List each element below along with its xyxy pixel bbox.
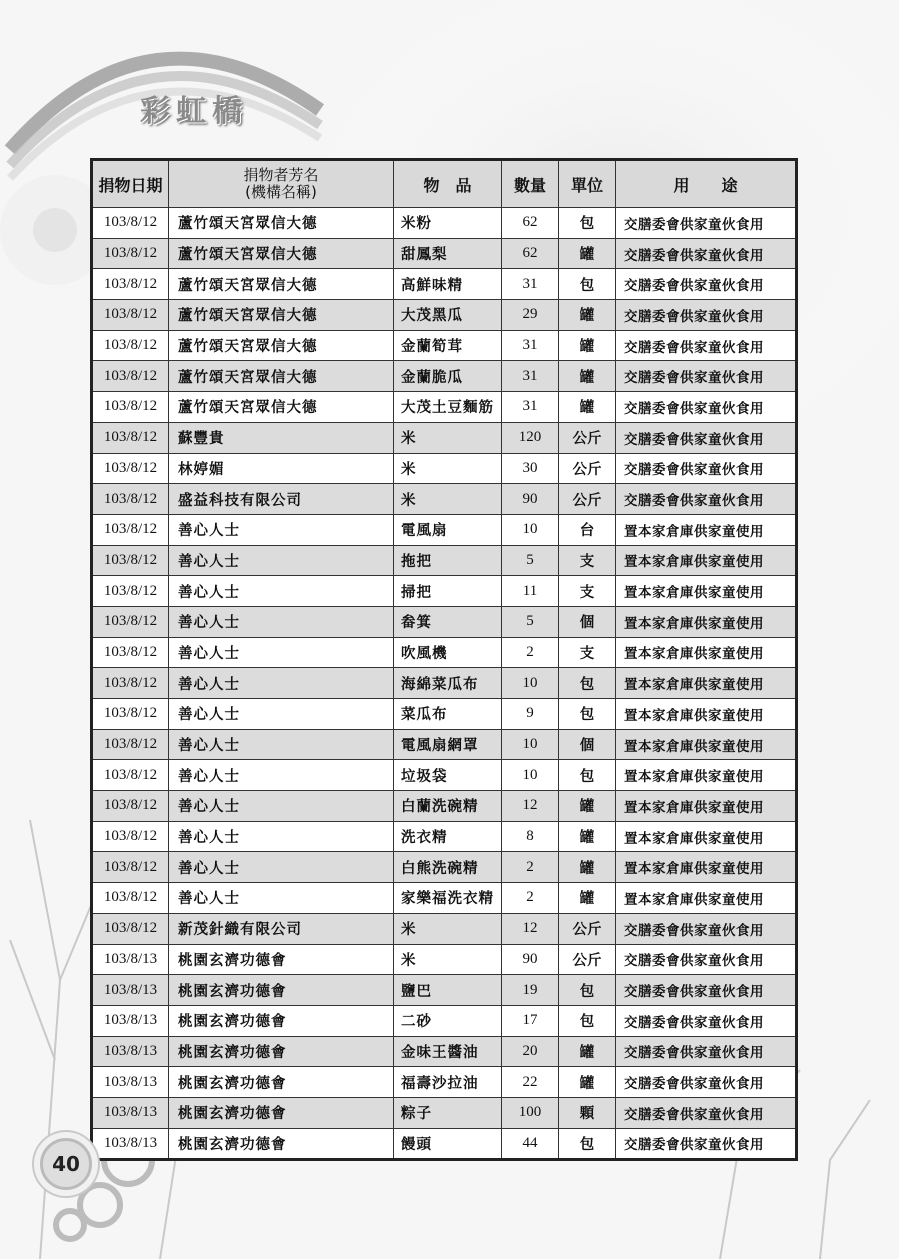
cell-item: 畚箕 <box>394 606 502 637</box>
cell-date: 103/8/13 <box>92 1128 169 1160</box>
cell-donor: 蘆竹頌天宮眾信大德 <box>169 392 394 423</box>
table-row <box>92 975 797 1006</box>
cell-item: 拖把 <box>394 545 502 576</box>
table-row <box>92 883 797 914</box>
cell-item: 吹風機 <box>394 637 502 668</box>
cell-use: 置本家倉庫供家童使用 <box>616 883 797 914</box>
cell-qty: 11 <box>502 576 559 607</box>
cell-qty: 12 <box>502 913 559 944</box>
cell-date: 103/8/13 <box>92 1005 169 1036</box>
cell-qty: 2 <box>502 883 559 914</box>
cell-qty: 100 <box>502 1097 559 1128</box>
table-row <box>92 238 797 269</box>
cell-qty: 9 <box>502 699 559 730</box>
cell-unit: 罐 <box>559 791 616 822</box>
cell-qty: 8 <box>502 821 559 852</box>
cell-qty: 120 <box>502 422 559 453</box>
cell-unit: 包 <box>559 699 616 730</box>
cell-date: 103/8/13 <box>92 1067 169 1098</box>
table-row <box>92 422 797 453</box>
cell-unit: 包 <box>559 760 616 791</box>
cell-date: 103/8/12 <box>92 484 169 515</box>
table-row <box>92 791 797 822</box>
cell-qty: 10 <box>502 760 559 791</box>
cell-donor: 善心人士 <box>169 637 394 668</box>
cell-use: 置本家倉庫供家童使用 <box>616 699 797 730</box>
table-row <box>92 1036 797 1067</box>
cell-item: 垃圾袋 <box>394 760 502 791</box>
cell-item: 大茂土豆麵筋 <box>394 392 502 423</box>
cell-qty: 5 <box>502 606 559 637</box>
header-qty: 數量 <box>502 160 559 208</box>
cell-donor: 蘆竹頌天宮眾信大德 <box>169 330 394 361</box>
table-row <box>92 668 797 699</box>
cell-use: 置本家倉庫供家童使用 <box>616 514 797 545</box>
cell-donor: 林婷媚 <box>169 453 394 484</box>
cell-qty: 31 <box>502 330 559 361</box>
cell-item: 金味王醬油 <box>394 1036 502 1067</box>
cell-date: 103/8/12 <box>92 361 169 392</box>
cell-donor: 桃園玄濟功德會 <box>169 1097 394 1128</box>
cell-donor: 蘆竹頌天宮眾信大德 <box>169 300 394 331</box>
table-row <box>92 361 797 392</box>
cell-use: 交膳委會供家童伙食用 <box>616 1097 797 1128</box>
cell-date: 103/8/12 <box>92 668 169 699</box>
cell-use: 交膳委會供家童伙食用 <box>616 361 797 392</box>
cell-use: 交膳委會供家童伙食用 <box>616 453 797 484</box>
cell-item: 洗衣精 <box>394 821 502 852</box>
cell-qty: 17 <box>502 1005 559 1036</box>
page-number: 40 <box>40 1138 92 1190</box>
cell-use: 置本家倉庫供家童使用 <box>616 791 797 822</box>
table-row <box>92 576 797 607</box>
cell-donor: 桃園玄濟功德會 <box>169 975 394 1006</box>
cell-use: 交膳委會供家童伙食用 <box>616 300 797 331</box>
cell-unit: 公斤 <box>559 913 616 944</box>
cell-donor: 新茂針織有限公司 <box>169 913 394 944</box>
cell-item: 電風扇網罩 <box>394 729 502 760</box>
cell-donor: 善心人士 <box>169 883 394 914</box>
header-donor-line2: (機構名稱) <box>245 183 317 201</box>
cell-use: 交膳委會供家童伙食用 <box>616 1036 797 1067</box>
cell-unit: 包 <box>559 208 616 239</box>
cell-item: 高鮮味精 <box>394 269 502 300</box>
header-unit: 單位 <box>559 160 616 208</box>
cell-qty: 2 <box>502 637 559 668</box>
cell-date: 103/8/12 <box>92 238 169 269</box>
cell-use: 交膳委會供家童伙食用 <box>616 1067 797 1098</box>
cell-qty: 29 <box>502 300 559 331</box>
table-row <box>92 1097 797 1128</box>
cell-item: 金蘭筍茸 <box>394 330 502 361</box>
cell-donor: 善心人士 <box>169 514 394 545</box>
cell-item: 米 <box>394 484 502 515</box>
cell-qty: 90 <box>502 944 559 975</box>
cell-date: 103/8/12 <box>92 852 169 883</box>
cell-unit: 包 <box>559 1005 616 1036</box>
cell-unit: 罐 <box>559 883 616 914</box>
cell-use: 置本家倉庫供家童使用 <box>616 606 797 637</box>
cell-qty: 10 <box>502 729 559 760</box>
cell-item: 鹽巴 <box>394 975 502 1006</box>
cell-unit: 罐 <box>559 330 616 361</box>
table-row <box>92 637 797 668</box>
table-body <box>92 208 797 1160</box>
cell-date: 103/8/12 <box>92 453 169 484</box>
cell-donor: 善心人士 <box>169 545 394 576</box>
cell-unit: 罐 <box>559 821 616 852</box>
cell-use: 交膳委會供家童伙食用 <box>616 392 797 423</box>
cell-unit: 罐 <box>559 361 616 392</box>
cell-unit: 包 <box>559 1128 616 1160</box>
cell-unit: 個 <box>559 606 616 637</box>
cell-qty: 31 <box>502 361 559 392</box>
cell-date: 103/8/12 <box>92 300 169 331</box>
cell-use: 置本家倉庫供家童使用 <box>616 852 797 883</box>
cell-donor: 蘆竹頌天宮眾信大德 <box>169 361 394 392</box>
table-row <box>92 760 797 791</box>
cell-donor: 善心人士 <box>169 791 394 822</box>
table-row <box>92 944 797 975</box>
cell-donor: 桃園玄濟功德會 <box>169 944 394 975</box>
cell-donor: 善心人士 <box>169 760 394 791</box>
header-use: 用 途 <box>616 160 797 208</box>
cell-unit: 罐 <box>559 852 616 883</box>
cell-qty: 5 <box>502 545 559 576</box>
cell-date: 103/8/12 <box>92 913 169 944</box>
cell-item: 米 <box>394 422 502 453</box>
cell-unit: 罐 <box>559 238 616 269</box>
cell-use: 交膳委會供家童伙食用 <box>616 944 797 975</box>
cell-use: 交膳委會供家童伙食用 <box>616 208 797 239</box>
cell-date: 103/8/12 <box>92 606 169 637</box>
table-row <box>92 514 797 545</box>
cell-date: 103/8/13 <box>92 1036 169 1067</box>
cell-qty: 31 <box>502 269 559 300</box>
cell-donor: 善心人士 <box>169 668 394 699</box>
cell-use: 交膳委會供家童伙食用 <box>616 330 797 361</box>
cell-use: 交膳委會供家童伙食用 <box>616 913 797 944</box>
header-donor-line1: 捐物者芳名 <box>243 166 319 184</box>
cell-qty: 44 <box>502 1128 559 1160</box>
cell-qty: 10 <box>502 514 559 545</box>
cell-date: 103/8/12 <box>92 791 169 822</box>
table-row <box>92 545 797 576</box>
table-row <box>92 208 797 239</box>
cell-use: 交膳委會供家童伙食用 <box>616 975 797 1006</box>
cell-item: 菜瓜布 <box>394 699 502 730</box>
cell-qty: 22 <box>502 1067 559 1098</box>
cell-donor: 蘇豐貴 <box>169 422 394 453</box>
cell-donor: 善心人士 <box>169 729 394 760</box>
cell-date: 103/8/12 <box>92 821 169 852</box>
cell-donor: 桃園玄濟功德會 <box>169 1005 394 1036</box>
section-title: 彩虹橋 <box>140 94 248 129</box>
cell-use: 交膳委會供家童伙食用 <box>616 1005 797 1036</box>
cell-unit: 個 <box>559 729 616 760</box>
cell-item: 福壽沙拉油 <box>394 1067 502 1098</box>
cell-qty: 10 <box>502 668 559 699</box>
table-row <box>92 300 797 331</box>
cell-unit: 支 <box>559 545 616 576</box>
cell-use: 置本家倉庫供家童使用 <box>616 729 797 760</box>
table-header-row <box>92 160 797 208</box>
cell-date: 103/8/12 <box>92 729 169 760</box>
donation-table-container <box>90 158 795 1161</box>
cell-unit: 支 <box>559 637 616 668</box>
cell-unit: 罐 <box>559 300 616 331</box>
cell-qty: 20 <box>502 1036 559 1067</box>
cell-date: 103/8/12 <box>92 545 169 576</box>
cell-unit: 包 <box>559 269 616 300</box>
table-row <box>92 1005 797 1036</box>
table-row <box>92 269 797 300</box>
cell-item: 米 <box>394 944 502 975</box>
header-donor <box>169 160 394 208</box>
cell-qty: 19 <box>502 975 559 1006</box>
cell-item: 米 <box>394 913 502 944</box>
cell-item: 電風扇 <box>394 514 502 545</box>
cell-use: 交膳委會供家童伙食用 <box>616 1128 797 1160</box>
cell-qty: 2 <box>502 852 559 883</box>
donation-table <box>90 158 798 1161</box>
cell-date: 103/8/12 <box>92 637 169 668</box>
cell-unit: 包 <box>559 668 616 699</box>
table-row <box>92 453 797 484</box>
table-row <box>92 1128 797 1160</box>
table-row <box>92 729 797 760</box>
cell-unit: 顆 <box>559 1097 616 1128</box>
cell-item: 米粉 <box>394 208 502 239</box>
cell-date: 103/8/12 <box>92 576 169 607</box>
cell-item: 大茂黑瓜 <box>394 300 502 331</box>
cell-use: 交膳委會供家童伙食用 <box>616 422 797 453</box>
cell-item: 白蘭洗碗精 <box>394 791 502 822</box>
cell-item: 家樂福洗衣精 <box>394 883 502 914</box>
cell-date: 103/8/12 <box>92 392 169 423</box>
table-row <box>92 699 797 730</box>
cell-qty: 30 <box>502 453 559 484</box>
cell-qty: 90 <box>502 484 559 515</box>
cell-item: 饅頭 <box>394 1128 502 1160</box>
cell-donor: 桃園玄濟功德會 <box>169 1036 394 1067</box>
cell-donor: 蘆竹頌天宮眾信大德 <box>169 269 394 300</box>
cell-use: 交膳委會供家童伙食用 <box>616 484 797 515</box>
cell-donor: 桃園玄濟功德會 <box>169 1128 394 1160</box>
table-row <box>92 606 797 637</box>
cell-date: 103/8/13 <box>92 975 169 1006</box>
header-item: 物 品 <box>394 160 502 208</box>
cell-unit: 台 <box>559 514 616 545</box>
cell-use: 置本家倉庫供家童使用 <box>616 576 797 607</box>
cell-donor: 善心人士 <box>169 576 394 607</box>
cell-date: 103/8/12 <box>92 330 169 361</box>
cell-unit: 支 <box>559 576 616 607</box>
cell-date: 103/8/13 <box>92 944 169 975</box>
cell-donor: 盛益科技有限公司 <box>169 484 394 515</box>
cell-qty: 62 <box>502 208 559 239</box>
table-row <box>92 852 797 883</box>
cell-unit: 公斤 <box>559 422 616 453</box>
cell-qty: 62 <box>502 238 559 269</box>
cell-item: 二砂 <box>394 1005 502 1036</box>
cell-date: 103/8/13 <box>92 1097 169 1128</box>
cell-use: 交膳委會供家童伙食用 <box>616 269 797 300</box>
cell-qty: 12 <box>502 791 559 822</box>
table-row <box>92 821 797 852</box>
cell-item: 米 <box>394 453 502 484</box>
cell-unit: 罐 <box>559 1067 616 1098</box>
table-row <box>92 330 797 361</box>
cell-use: 交膳委會供家童伙食用 <box>616 238 797 269</box>
cell-date: 103/8/12 <box>92 699 169 730</box>
cell-donor: 善心人士 <box>169 852 394 883</box>
cell-donor: 善心人士 <box>169 606 394 637</box>
cell-use: 置本家倉庫供家童使用 <box>616 668 797 699</box>
cell-item: 掃把 <box>394 576 502 607</box>
cell-use: 置本家倉庫供家童使用 <box>616 821 797 852</box>
cell-donor: 桃園玄濟功德會 <box>169 1067 394 1098</box>
cell-date: 103/8/12 <box>92 883 169 914</box>
cell-date: 103/8/12 <box>92 269 169 300</box>
table-row <box>92 484 797 515</box>
cell-item: 粽子 <box>394 1097 502 1128</box>
cell-date: 103/8/12 <box>92 208 169 239</box>
cell-date: 103/8/12 <box>92 760 169 791</box>
header-date: 捐物日期 <box>92 160 169 208</box>
cell-item: 甜鳳梨 <box>394 238 502 269</box>
cell-qty: 31 <box>502 392 559 423</box>
cell-unit: 公斤 <box>559 484 616 515</box>
table-row <box>92 392 797 423</box>
cell-donor: 善心人士 <box>169 699 394 730</box>
cell-use: 置本家倉庫供家童使用 <box>616 545 797 576</box>
cell-unit: 罐 <box>559 392 616 423</box>
table-row <box>92 1067 797 1098</box>
table-row <box>92 913 797 944</box>
cell-item: 金蘭脆瓜 <box>394 361 502 392</box>
cell-unit: 罐 <box>559 1036 616 1067</box>
cell-donor: 蘆竹頌天宮眾信大德 <box>169 238 394 269</box>
cell-use: 置本家倉庫供家童使用 <box>616 637 797 668</box>
cell-use: 置本家倉庫供家童使用 <box>616 760 797 791</box>
cell-unit: 包 <box>559 975 616 1006</box>
cell-donor: 善心人士 <box>169 821 394 852</box>
cell-unit: 公斤 <box>559 944 616 975</box>
cell-item: 海綿菜瓜布 <box>394 668 502 699</box>
cell-unit: 公斤 <box>559 453 616 484</box>
cell-date: 103/8/12 <box>92 422 169 453</box>
cell-item: 白熊洗碗精 <box>394 852 502 883</box>
cell-date: 103/8/12 <box>92 514 169 545</box>
cell-donor: 蘆竹頌天宮眾信大德 <box>169 208 394 239</box>
